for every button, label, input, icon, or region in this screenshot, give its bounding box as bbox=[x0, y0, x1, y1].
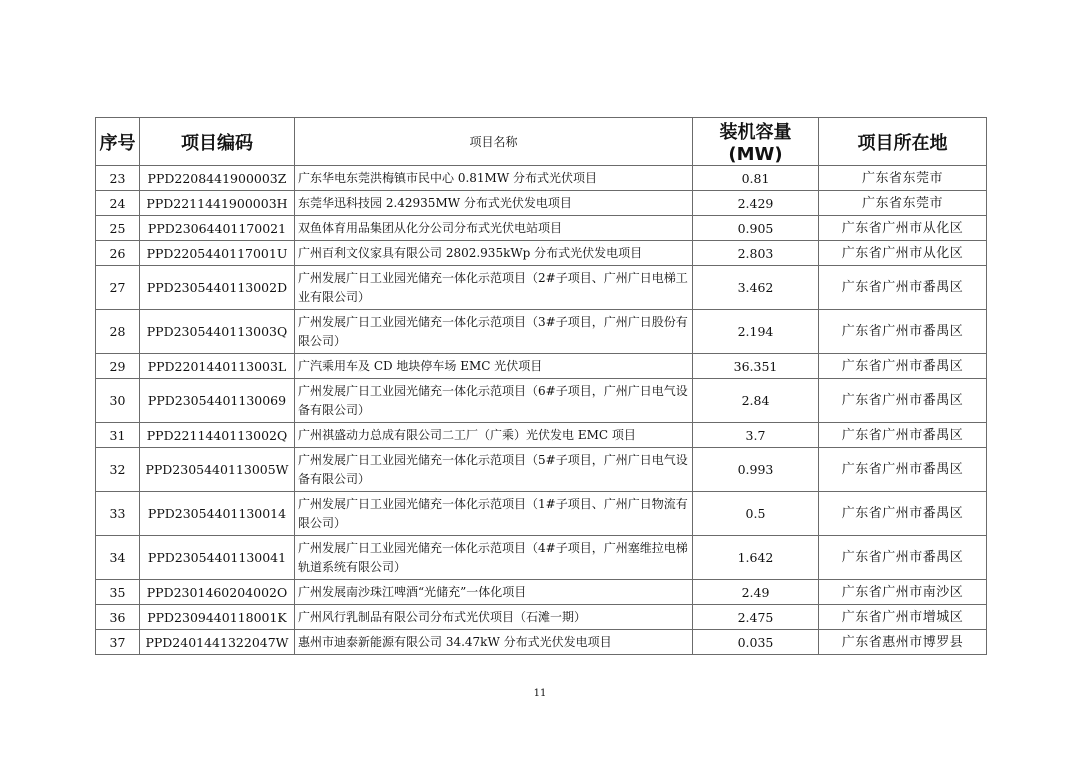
table-header-row bbox=[96, 118, 987, 166]
cell-name: 广东华电东莞洪梅镇市民中心 0.81MW 分布式光伏项目 bbox=[295, 166, 693, 191]
table-row bbox=[96, 191, 987, 216]
cell-serial: 27 bbox=[96, 266, 140, 310]
cell-location: 广东省广州市番禺区 bbox=[819, 266, 987, 310]
cell-capacity: 0.993 bbox=[693, 448, 819, 492]
cell-serial: 24 bbox=[96, 191, 140, 216]
cell-location: 广东省广州市从化区 bbox=[819, 241, 987, 266]
cell-code: PPD23054401130069 bbox=[140, 379, 295, 423]
cell-code: PPD2309440118001K bbox=[140, 605, 295, 630]
header-location: 项目所在地 bbox=[819, 118, 987, 166]
cell-capacity: 0.035 bbox=[693, 630, 819, 655]
cell-name: 广州祺盛动力总成有限公司二工厂（广乘）光伏发电 EMC 项目 bbox=[295, 423, 693, 448]
table-row bbox=[96, 423, 987, 448]
cell-name: 广汽乘用车及 CD 地块停车场 EMC 光伏项目 bbox=[295, 354, 693, 379]
cell-capacity: 2.803 bbox=[693, 241, 819, 266]
cell-name: 广州发展广日工业园光储充一体化示范项目（5#子项目，广州广日电气设备有限公司） bbox=[295, 448, 693, 492]
table-row bbox=[96, 216, 987, 241]
table-row bbox=[96, 580, 987, 605]
cell-code: PPD2305440113005W bbox=[140, 448, 295, 492]
table-row bbox=[96, 492, 987, 536]
cell-serial: 32 bbox=[96, 448, 140, 492]
cell-name: 广州发展广日工业园光储充一体化示范项目（3#子项目，广州广日股份有限公司） bbox=[295, 310, 693, 354]
cell-location: 广东省广州市番禺区 bbox=[819, 354, 987, 379]
header-serial: 序号 bbox=[96, 118, 140, 166]
cell-capacity: 2.49 bbox=[693, 580, 819, 605]
cell-location: 广东省广州市番禺区 bbox=[819, 310, 987, 354]
cell-serial: 33 bbox=[96, 492, 140, 536]
cell-code: PPD2211440113002Q bbox=[140, 423, 295, 448]
table-row bbox=[96, 354, 987, 379]
cell-capacity: 3.462 bbox=[693, 266, 819, 310]
cell-location: 广东省广州市番禺区 bbox=[819, 379, 987, 423]
table-row bbox=[96, 605, 987, 630]
cell-capacity: 3.7 bbox=[693, 423, 819, 448]
cell-capacity: 0.905 bbox=[693, 216, 819, 241]
header-name: 项目名称 bbox=[295, 118, 693, 166]
table-row bbox=[96, 379, 987, 423]
cell-code: PPD2211441900003H bbox=[140, 191, 295, 216]
table-row bbox=[96, 166, 987, 191]
cell-code: PPD2305440113002D bbox=[140, 266, 295, 310]
cell-capacity: 1.642 bbox=[693, 536, 819, 580]
cell-serial: 36 bbox=[96, 605, 140, 630]
cell-name: 广州百利文仪家具有限公司 2802.935kWp 分布式光伏发电项目 bbox=[295, 241, 693, 266]
cell-location: 广东省广州市番禺区 bbox=[819, 492, 987, 536]
cell-capacity: 2.475 bbox=[693, 605, 819, 630]
cell-serial: 35 bbox=[96, 580, 140, 605]
cell-serial: 34 bbox=[96, 536, 140, 580]
cell-name: 广州发展广日工业园光储充一体化示范项目（2#子项目、广州广日电梯工业有限公司） bbox=[295, 266, 693, 310]
header-capacity: 装机容量(MW) bbox=[693, 118, 819, 166]
cell-location: 广东省惠州市博罗县 bbox=[819, 630, 987, 655]
table-row bbox=[96, 310, 987, 354]
cell-name: 广州发展广日工业园光储充一体化示范项目（6#子项目，广州广日电气设备有限公司） bbox=[295, 379, 693, 423]
cell-name: 惠州市迪泰新能源有限公司 34.47kW 分布式光伏发电项目 bbox=[295, 630, 693, 655]
table-row bbox=[96, 448, 987, 492]
cell-code: PPD23054401130014 bbox=[140, 492, 295, 536]
cell-code: PPD2305440113003Q bbox=[140, 310, 295, 354]
cell-code: PPD2401441322047W bbox=[140, 630, 295, 655]
cell-location: 广东省广州市番禺区 bbox=[819, 423, 987, 448]
cell-code: PPD2205440117001U bbox=[140, 241, 295, 266]
cell-name: 双鱼体育用品集团从化分公司分布式光伏电站项目 bbox=[295, 216, 693, 241]
cell-name: 广州发展广日工业园光储充一体化示范项目（4#子项目，广州塞维拉电梯轨道系统有限公司） bbox=[295, 536, 693, 580]
cell-capacity: 0.5 bbox=[693, 492, 819, 536]
page-number: 11 bbox=[533, 688, 547, 699]
cell-name: 广州风行乳制品有限公司分布式光伏项目（石滩一期） bbox=[295, 605, 693, 630]
table-row bbox=[96, 241, 987, 266]
cell-location: 广东省广州市南沙区 bbox=[819, 580, 987, 605]
cell-name: 广州发展广日工业园光储充一体化示范项目（1#子项目、广州广日物流有限公司） bbox=[295, 492, 693, 536]
cell-code: PPD2201440113003L bbox=[140, 354, 295, 379]
cell-serial: 37 bbox=[96, 630, 140, 655]
header-code: 项目编码 bbox=[140, 118, 295, 166]
cell-serial: 26 bbox=[96, 241, 140, 266]
cell-name: 广州发展南沙珠江啤酒“光储充”一体化项目 bbox=[295, 580, 693, 605]
cell-location: 广东省广州市从化区 bbox=[819, 216, 987, 241]
cell-location: 广东省东莞市 bbox=[819, 166, 987, 191]
project-table bbox=[95, 117, 987, 655]
cell-serial: 28 bbox=[96, 310, 140, 354]
cell-serial: 23 bbox=[96, 166, 140, 191]
table-row bbox=[96, 536, 987, 580]
cell-serial: 31 bbox=[96, 423, 140, 448]
cell-serial: 30 bbox=[96, 379, 140, 423]
cell-name: 东莞华迅科技园 2.42935MW 分布式光伏发电项目 bbox=[295, 191, 693, 216]
cell-location: 广东省广州市番禺区 bbox=[819, 448, 987, 492]
cell-serial: 25 bbox=[96, 216, 140, 241]
cell-location: 广东省广州市番禺区 bbox=[819, 536, 987, 580]
cell-capacity: 2.429 bbox=[693, 191, 819, 216]
cell-code: PPD23054401130041 bbox=[140, 536, 295, 580]
cell-capacity: 0.81 bbox=[693, 166, 819, 191]
cell-serial: 29 bbox=[96, 354, 140, 379]
cell-code: PPD2301460204002O bbox=[140, 580, 295, 605]
cell-capacity: 36.351 bbox=[693, 354, 819, 379]
cell-capacity: 2.194 bbox=[693, 310, 819, 354]
table-row bbox=[96, 266, 987, 310]
cell-code: PPD2208441900003Z bbox=[140, 166, 295, 191]
cell-location: 广东省广州市增城区 bbox=[819, 605, 987, 630]
cell-capacity: 2.84 bbox=[693, 379, 819, 423]
cell-location: 广东省东莞市 bbox=[819, 191, 987, 216]
cell-code: PPD23064401170021 bbox=[140, 216, 295, 241]
table-row bbox=[96, 630, 987, 655]
